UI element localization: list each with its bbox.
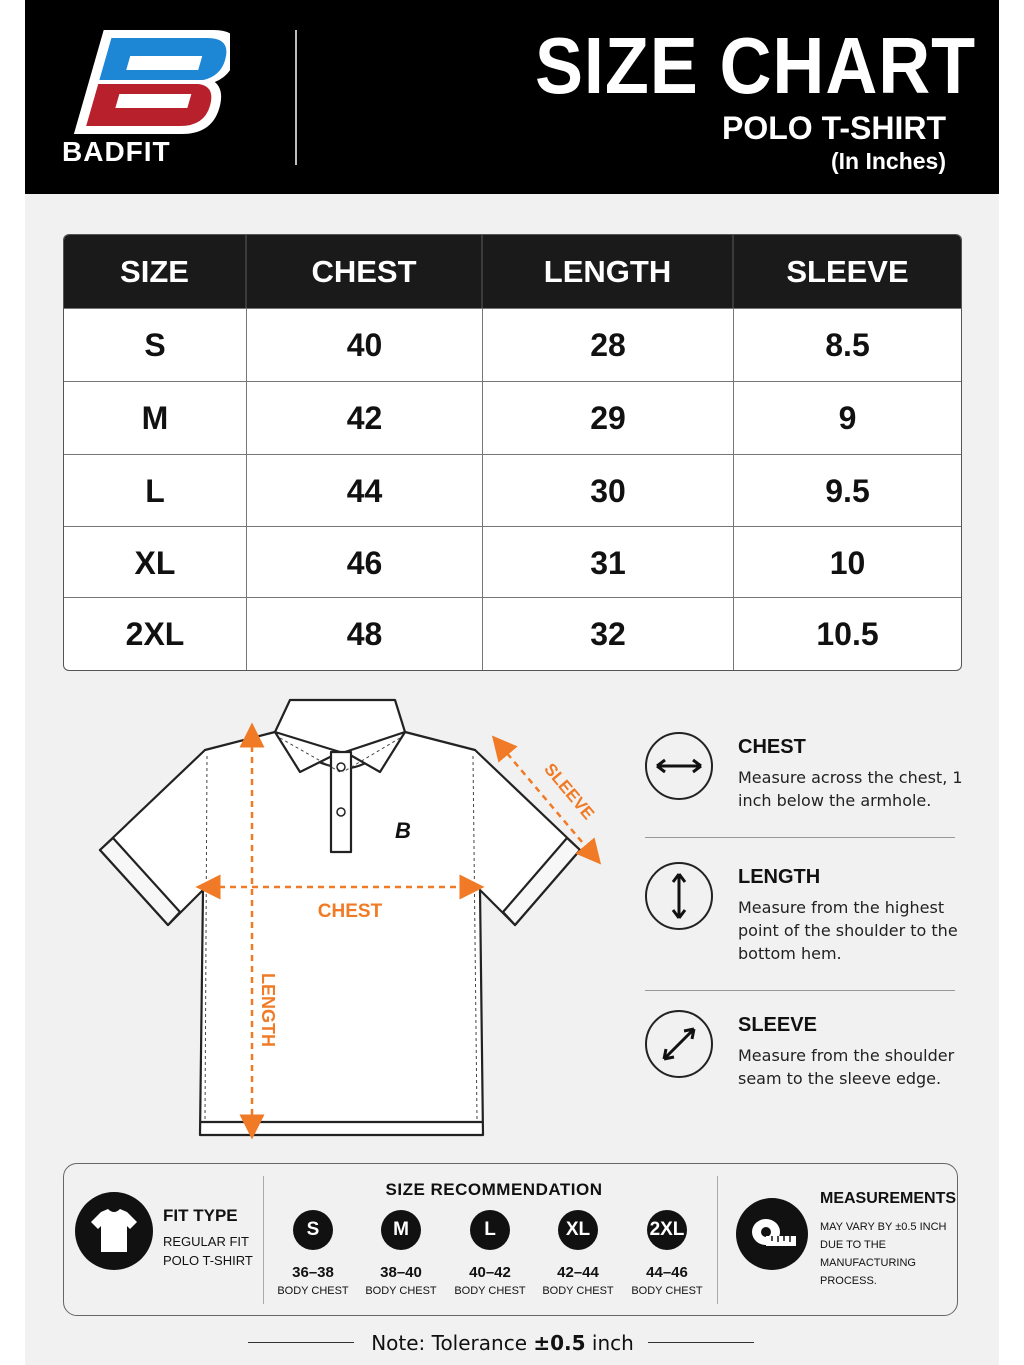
recommendation-item — [361, 1210, 441, 1297]
recommendation-item — [273, 1210, 353, 1297]
divider — [645, 990, 955, 991]
measurements-line: PROCESS. — [820, 1275, 877, 1287]
table-row — [64, 526, 961, 599]
chest-range-sub: BODY CHEST — [277, 1285, 349, 1297]
measurements-line: DUE TO THE — [820, 1239, 887, 1251]
table-cell: L — [64, 455, 247, 527]
table-header-cell: CHEST — [247, 235, 483, 308]
chest-label: CHEST — [317, 901, 383, 922]
table-cell: 29 — [483, 382, 734, 454]
fit-type-desc — [163, 1232, 253, 1270]
table-cell: 42 — [247, 382, 483, 454]
size-badge: L — [470, 1210, 510, 1250]
chest-range: 44–46 — [646, 1264, 688, 1281]
table-header-cell: SLEEVE — [786, 253, 909, 289]
table-cell: 46 — [247, 527, 483, 599]
table-cell: 44 — [247, 455, 483, 527]
measure-desc: Measure across the chest, 1 inch below the armhole. — [738, 768, 963, 810]
size-badge: XL — [558, 1210, 598, 1250]
chest-range-sub: BODY CHEST — [631, 1285, 703, 1297]
size-table — [63, 234, 962, 671]
table-cell: XL — [64, 527, 247, 599]
table-cell: 48 — [247, 598, 483, 670]
table-cell: 2XL — [64, 598, 247, 670]
table-cell: 10.5 — [816, 615, 879, 652]
note-value: ±0.5 — [533, 1331, 586, 1355]
size-badge: M — [381, 1210, 421, 1250]
table-row — [64, 454, 961, 527]
table-cell: 8.5 — [825, 326, 870, 363]
table-cell: M — [64, 382, 247, 454]
note-divider — [648, 1342, 754, 1343]
note-suffix: inch — [585, 1331, 634, 1355]
length-label: LENGTH — [258, 973, 278, 1047]
page-title: SIZE CHART — [535, 21, 976, 110]
chest-range: 38–40 — [380, 1264, 422, 1281]
page-subtitle: POLO T-SHIRT — [722, 110, 946, 146]
measure-title: SLEEVE — [738, 1014, 817, 1036]
recommendation-item — [627, 1210, 707, 1297]
measure-title: CHEST — [738, 736, 806, 758]
panel-divider — [717, 1176, 718, 1304]
chest-range-sub: BODY CHEST — [542, 1285, 614, 1297]
size-badge: S — [293, 1210, 333, 1250]
measure-title: LENGTH — [738, 866, 821, 888]
chest-range: 42–44 — [557, 1264, 599, 1281]
svg-text:B: B — [395, 818, 411, 843]
divider — [645, 837, 955, 838]
measure-desc: Measure from the highest point of the shoulder to the bottom hem. — [738, 898, 958, 963]
size-recommendation-title: SIZE RECOMMENDATION — [385, 1180, 603, 1199]
measurements-desc — [820, 1218, 946, 1290]
table-header-cell: SIZE — [64, 235, 247, 308]
page-background — [25, 0, 999, 1365]
table-cell: 40 — [247, 309, 483, 381]
fit-type-title: FIT TYPE — [163, 1206, 238, 1225]
diagonal-arrow-icon — [645, 1010, 713, 1078]
table-row — [64, 308, 961, 381]
tshirt-icon — [75, 1192, 153, 1270]
brand-name: BADFIT — [62, 136, 171, 167]
recommendation-item — [450, 1210, 530, 1297]
units-label: (In Inches) — [830, 148, 946, 174]
chest-range: 36–38 — [292, 1264, 334, 1281]
table-cell: 9.5 — [825, 472, 870, 509]
tolerance-note — [370, 1331, 635, 1355]
info-panel — [63, 1163, 958, 1316]
table-cell: 28 — [483, 309, 734, 381]
note-divider — [248, 1342, 354, 1343]
table-header-cell: LENGTH — [483, 235, 734, 308]
chest-range: 40–42 — [469, 1264, 511, 1281]
table-row — [64, 381, 961, 454]
measurements-title: MEASUREMENTS — [820, 1190, 957, 1207]
header-divider — [295, 30, 297, 165]
table-cell: 31 — [483, 527, 734, 599]
chest-range-sub: BODY CHEST — [454, 1285, 526, 1297]
table-header-row — [64, 235, 961, 308]
sleeve-label: SLEEVE — [540, 759, 599, 824]
table-cell: 10 — [829, 544, 866, 581]
table-cell: 30 — [483, 455, 734, 527]
size-badge: 2XL — [647, 1210, 687, 1250]
measurements-line: MAY VARY BY ±0.5 INCH — [820, 1221, 947, 1233]
vertical-arrow-icon — [645, 862, 713, 930]
chest-range-sub: BODY CHEST — [365, 1285, 437, 1297]
table-cell: S — [64, 309, 247, 381]
table-cell: 9 — [838, 399, 857, 436]
polo-shirt-diagram — [95, 690, 605, 1150]
table-cell: 32 — [483, 598, 734, 670]
note-prefix: Note: Tolerance — [371, 1331, 534, 1355]
fit-line: REGULAR FIT — [163, 1234, 249, 1249]
table-row — [64, 597, 961, 670]
tape-measure-icon — [736, 1198, 808, 1270]
measurements-line: MANUFACTURING — [820, 1257, 916, 1269]
fit-line: POLO T-SHIRT — [163, 1253, 253, 1268]
recommendation-item — [538, 1210, 618, 1297]
horizontal-arrow-icon — [645, 732, 713, 800]
measure-desc: Measure from the shoulder seam to the sleeve edge. — [738, 1046, 955, 1088]
